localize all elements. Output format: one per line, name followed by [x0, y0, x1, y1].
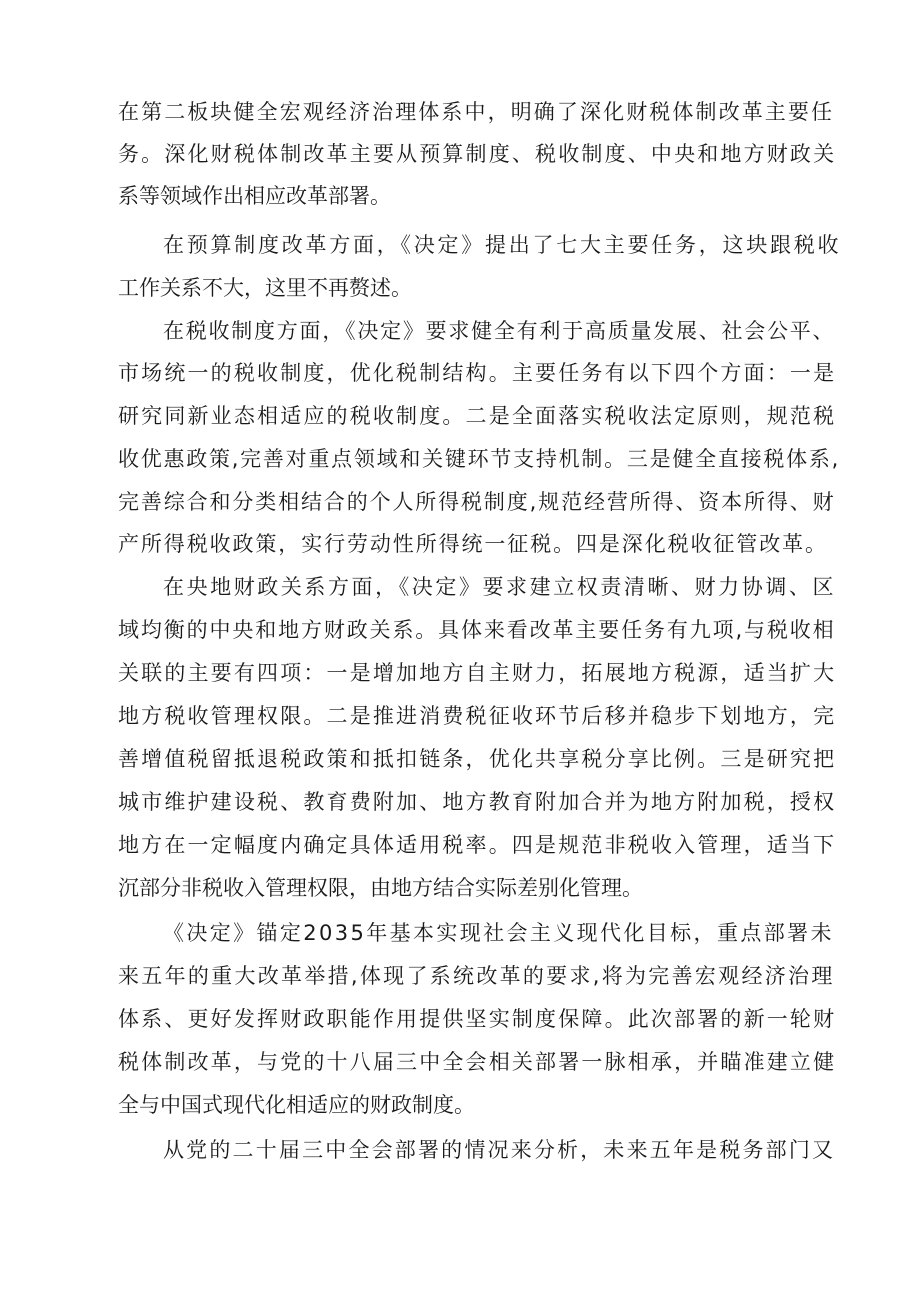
text-line: 收优惠政策,完善对重点领域和关键环节支持机制。三是健全直接税体系,: [118, 447, 841, 471]
text-line: 税体制改革，与党的十八届三中全会相关部署一脉相承，并瞄准建立健: [118, 1050, 837, 1074]
text-line: 沉部分非税收入管理权限，由地方结合实际差别化管理。: [118, 876, 643, 900]
text-line: 在预算制度改革方面，《决定》提出了七大主要任务，这块跟税收: [163, 233, 842, 257]
text-line: 系等领域作出相应改革部署。: [118, 184, 391, 208]
text-line: 地方在一定幅度内确定具体适用税率。四是规范非税收入管理，适当下: [118, 833, 837, 857]
text-line: 市场统一的税收制度，优化税制结构。主要任务有以下四个方面：一是: [118, 361, 837, 385]
text-line: 在央地财政关系方面，《决定》要求建立权责清晰、财力协调、区: [163, 575, 837, 599]
text-line: 完善综合和分类相结合的个人所得税制度,规范经营所得、资本所得、财: [118, 490, 836, 514]
text-line: 地方税收管理权限。二是推进消费税征收环节后移并稳步下划地方，完: [118, 704, 837, 728]
text-line: 全与中国式现代化相适应的财政制度。: [118, 1093, 475, 1117]
text-line: 域均衡的中央和地方财政关系。具体来看改革主要任务有九项,与税收相: [118, 618, 836, 642]
text-line: 关联的主要有四项：一是增加地方自主财力，拓展地方税源，适当扩大: [118, 661, 837, 685]
text-line: 工作关系不大，这里不再赘述。: [118, 276, 412, 300]
text-line: 善增值税留抵退税政策和抵扣链条，优化共享税分享比例。三是研究把: [118, 747, 837, 771]
text-line: 体系、更好发挥财政职能作用提供坚实制度保障。此次部署的新一轮财: [118, 1007, 837, 1031]
text-line: 在第二板块健全宏观经济治理体系中，明确了深化财税体制改革主要任: [118, 100, 835, 124]
text-line: 在税收制度方面，《决定》要求健全有利于高质量发展、社会公平、: [163, 319, 836, 343]
text-line: 产所得税收政策，实行劳动性所得统一征税。四是深化税收征管改革。: [118, 532, 828, 556]
text-line: 城市维护建设税、教育费附加、地方教育附加合并为地方附加税，授权: [118, 790, 837, 814]
text-line: 从党的二十届三中全会部署的情况来分析，未来五年是税务部门又: [163, 1138, 836, 1162]
text-line: 来五年的重大改革举措,体现了系统改革的要求,将为完善宏观经济治理: [118, 964, 835, 988]
text-line: 《决定》锚定2035年基本实现社会主义现代化目标，重点部署未: [163, 921, 834, 945]
text-line: 务。深化财税体制改革主要从预算制度、税收制度、中央和地方财政关: [118, 142, 837, 166]
text-line: 研究同新业态相适应的税收制度。二是全面落实税收法定原则，规范税: [118, 404, 837, 428]
